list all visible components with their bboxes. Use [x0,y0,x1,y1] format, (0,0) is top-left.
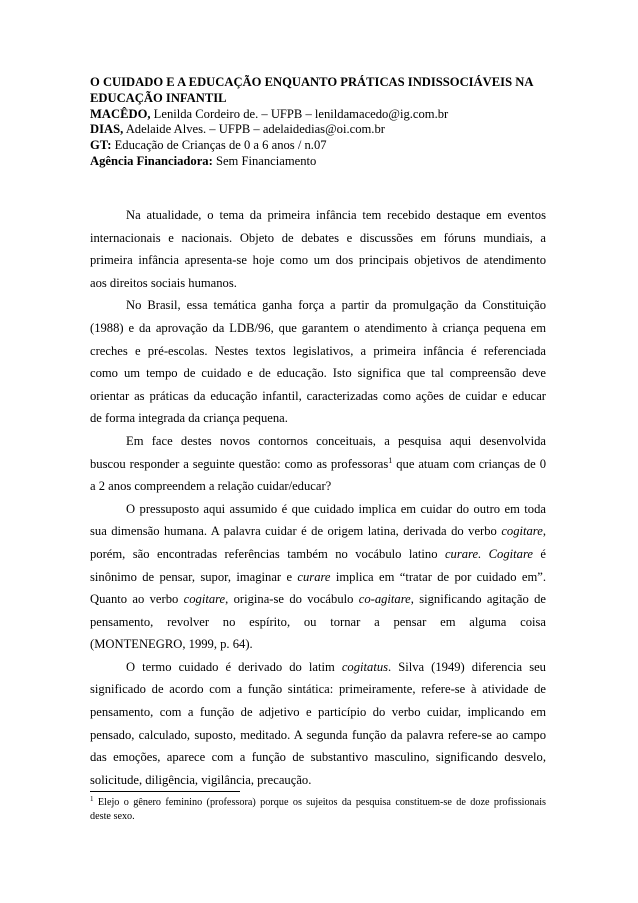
body-line: das emoções, aparece com a função de substantivo masculino, significando desvelo, [90,750,546,765]
body-text-span: O termo cuidado é derivado do latim [126,659,342,674]
body-line: internacionais e nacionais. Objeto de debates e discussões em fóruns mundiais, a [90,230,546,245]
body-line: No Brasil, essa temática ganha força a partir da promulgação da Constituição [126,298,546,313]
body-text-span: Quanto ao verbo [90,592,184,607]
body-line: Em face destes novos contornos conceituais, a pesquisa aqui desenvolvida [126,433,546,448]
italic-term: co-agitare [358,592,411,607]
italic-term: cogitatus [341,659,389,674]
italic-term: curare [297,569,331,584]
body-line: como um tempo de cuidado e de educação. Isto significa que tal compreensão deve [90,366,546,381]
funding-agency-value: Sem Financiamento [212,153,317,168]
body-text-span: implica em “tratar de por cuidado em”. [330,569,546,584]
body-line [90,656,546,679]
body-line: primeira infância apresenta-se hoje como um dos principais objetivos de atendimento [90,253,546,268]
italic-term: cogitare [183,592,226,607]
author-1-name: MACÊDO, [90,106,151,121]
body-line: (1988) e da aprovação da LDB/96, que garantem o atendimento à criança pequena em [90,320,546,335]
footnote-text: Elejo o gênero feminino (professora) porque os sujeitos da pesquisa constituem-se de doze profissionais [93,797,546,808]
body-line: de forma integrada da criança pequena. [90,411,288,426]
footnote-marker: 1 [90,795,94,803]
author-2-name: DIAS, [90,122,124,137]
body-line: solicitude, diligência, vigilância, precaução. [90,772,312,787]
body-text-span: é [532,546,547,561]
body-text-span: buscou responder a seguinte questão: como as professoras [90,456,389,471]
paper-header [90,75,546,170]
body-text-span: sua dimensão humana. A palavra cuidar é de origem latina, derivada do verbo [90,524,502,539]
body-text-span: , [542,524,546,539]
body-line: pensamento, revolver no espírito, ou tornar a pensar em alguma coisa [90,614,546,629]
funding-agency [90,154,546,170]
author-1 [90,107,546,123]
author-1-details: Lenilda Cordeiro de. – UFPB – lenildamacedo@ig.com.br [150,106,449,121]
body-line: Na atualidade, o tema da primeira infância tem recebido destaque em eventos [126,208,546,222]
body-line: pensamento, com a função de adjetivo e particípio do verbo cuidar, implicando em [90,705,546,720]
body-text-span: , significando agitação de [410,592,546,607]
footnote-reference[interactable]: 1 [388,455,393,465]
author-2 [90,122,546,138]
footnote [90,796,546,824]
body-line [90,543,546,566]
body-line [90,453,546,476]
body-text [90,204,546,791]
italic-term: cogitare [501,524,543,539]
body-text-span: porém, são encontradas referências também no vocábulo latino [90,546,445,561]
body-line: significado de acordo com a função sintática: primeiramente, refere-se à atividade de [90,682,546,697]
paper-title-line-1: O CUIDADO E A EDUCAÇÃO ENQUANTO PRÁTICAS INDISSOCIÁVEIS NA [90,75,534,89]
body-line: (MONTENEGRO, 1999, p. 64). [90,637,253,652]
body-line [90,566,546,589]
body-line: orientar as práticas da educação infantil, caracterizadas como ações de cuidar e educar [90,388,546,403]
body-line [90,520,546,543]
body-line: aos direitos sociais humanos. [90,275,237,290]
footnote-separator [90,791,240,792]
funding-agency-label: Agência Financiadora: [90,153,213,168]
paper-title-line-2: EDUCAÇÃO INFANTIL [90,90,227,105]
body-text-span: sinônimo de pensar, supor, imaginar e [90,569,298,584]
footnote-line: deste sexo. [90,811,135,822]
body-line: creches e pré-escolas. Nestes textos legislativos, a primeira infância é referenciada [90,343,546,358]
working-group [90,138,546,154]
body-text-span: . Silva (1949) diferencia seu [388,659,546,674]
working-group-value: Educação de Crianças de 0 a 6 anos / n.07 [111,138,327,153]
body-text-span: que atuam com crianças de 0 [392,456,546,471]
body-text-span: , origina-se do vocábulo [225,592,359,607]
body-line: a 2 anos compreendem a relação cuidar/educar? [90,479,332,494]
body-line: pensado, calculado, suposto, meditado. A segunda função da palavra refere-se ao campo [90,727,546,742]
footnote-line [90,796,546,810]
italic-term: curare. Cogitare [444,546,533,561]
author-2-details: Adelaide Alves. – UFPB – adelaidedias@oi.com.br [123,122,385,137]
body-line [90,588,546,611]
body-line: O pressuposto aqui assumido é que cuidado implica em cuidar do outro em toda [126,501,546,516]
working-group-label: GT: [90,138,112,153]
